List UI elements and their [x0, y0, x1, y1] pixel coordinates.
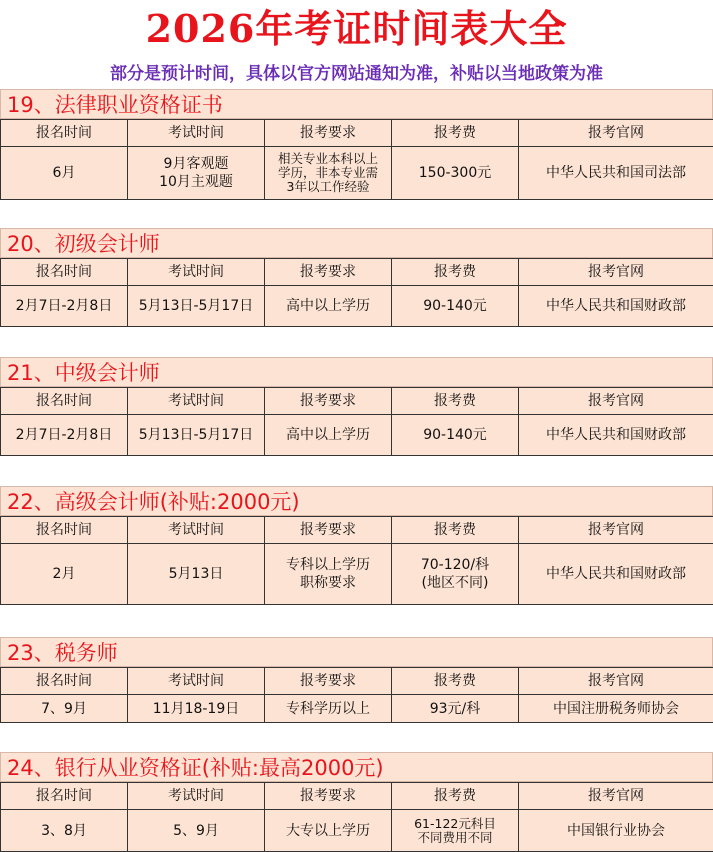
- exam-time: 5月13日-5月17日: [128, 415, 265, 456]
- official-site: 中华人民共和国财政部: [519, 286, 713, 327]
- requirements: 高中以上学历: [265, 286, 392, 327]
- table-row: [1, 695, 713, 723]
- header-registration-time: 报名时间: [1, 120, 128, 147]
- fee: 70-120/科 (地区不同): [392, 544, 519, 605]
- section-title: 20、初级会计师: [0, 228, 713, 258]
- header-official-site: 报考官网: [519, 783, 713, 810]
- header-requirements: 报考要求: [265, 388, 392, 415]
- registration-time: 2月7日-2月8日: [1, 415, 128, 456]
- header-row: [1, 517, 713, 544]
- header-fee: 报考费: [392, 120, 519, 147]
- header-row: [1, 388, 713, 415]
- exam-table: [0, 516, 713, 605]
- page-title: 2026年考证时间表大全: [145, 6, 568, 51]
- registration-time: 7、9月: [1, 695, 128, 723]
- exam-time: 5月13日: [128, 544, 265, 605]
- header-exam-time: 考试时间: [128, 259, 265, 286]
- header-official-site: 报考官网: [519, 259, 713, 286]
- section-title: 19、法律职业资格证书: [0, 89, 713, 119]
- exam-table: [0, 119, 713, 200]
- exam-table: [0, 667, 713, 723]
- header-exam-time: 考试时间: [128, 517, 265, 544]
- registration-time: 2月: [1, 544, 128, 605]
- registration-time: 3、8月: [1, 810, 128, 852]
- exam-time: 5、9月: [128, 810, 265, 852]
- header-row: [1, 668, 713, 695]
- header-exam-time: 考试时间: [128, 783, 265, 810]
- header-requirements: 报考要求: [265, 120, 392, 147]
- header-row: [1, 783, 713, 810]
- section-senior-accountant: [0, 486, 713, 605]
- header-requirements: 报考要求: [265, 517, 392, 544]
- registration-time: 2月7日-2月8日: [1, 286, 128, 327]
- page-subtitle: 部分是预计时间，具体以官方网站通知为准，补贴以当地政策为准: [110, 64, 603, 84]
- header-exam-time: 考试时间: [128, 388, 265, 415]
- fee: 150-300元: [392, 147, 519, 200]
- header-requirements: 报考要求: [265, 783, 392, 810]
- exam-table: [0, 258, 713, 327]
- header-registration-time: 报名时间: [1, 668, 128, 695]
- fee: 93元/科: [392, 695, 519, 723]
- official-site: 中华人民共和国司法部: [519, 147, 713, 200]
- requirements: 高中以上学历: [265, 415, 392, 456]
- registration-time: 6月: [1, 147, 128, 200]
- header-row: [1, 259, 713, 286]
- header-row: [1, 120, 713, 147]
- exam-table: [0, 387, 713, 456]
- exam-time: 5月13日-5月17日: [128, 286, 265, 327]
- requirements: 大专以上学历: [265, 810, 392, 852]
- official-site: 中华人民共和国财政部: [519, 415, 713, 456]
- header-requirements: 报考要求: [265, 668, 392, 695]
- header-exam-time: 考试时间: [128, 668, 265, 695]
- exam-table: [0, 782, 713, 852]
- table-row: [1, 286, 713, 327]
- header-fee: 报考费: [392, 517, 519, 544]
- section-tax-advisor: [0, 637, 713, 723]
- table-row: [1, 147, 713, 200]
- section-legal-qualification: [0, 89, 713, 200]
- header-official-site: 报考官网: [519, 668, 713, 695]
- requirements: 相关专业本科以上 学历，非本专业需 3年以工作经验: [265, 147, 392, 200]
- fee: 90-140元: [392, 286, 519, 327]
- section-intermediate-accountant: [0, 357, 713, 456]
- section-title: 21、中级会计师: [0, 357, 713, 387]
- requirements: 专科以上学历 职称要求: [265, 544, 392, 605]
- header-fee: 报考费: [392, 668, 519, 695]
- exam-time: 11月18-19日: [128, 695, 265, 723]
- header-registration-time: 报名时间: [1, 517, 128, 544]
- header-fee: 报考费: [392, 783, 519, 810]
- header-official-site: 报考官网: [519, 120, 713, 147]
- header-official-site: 报考官网: [519, 388, 713, 415]
- section-title: 23、税务师: [0, 637, 713, 667]
- header-exam-time: 考试时间: [128, 120, 265, 147]
- table-row: [1, 810, 713, 852]
- official-site: 中国银行业协会: [519, 810, 713, 852]
- fee: 61-122元科目 不同费用不同: [392, 810, 519, 852]
- header-registration-time: 报名时间: [1, 388, 128, 415]
- table-row: [1, 544, 713, 605]
- header-official-site: 报考官网: [519, 517, 713, 544]
- section-junior-accountant: [0, 228, 713, 327]
- fee: 90-140元: [392, 415, 519, 456]
- official-site: 中华人民共和国财政部: [519, 544, 713, 605]
- section-title: 24、银行从业资格证(补贴:最高2000元): [0, 752, 713, 782]
- section-title: 22、高级会计师(补贴:2000元): [0, 486, 713, 516]
- table-row: [1, 415, 713, 456]
- official-site: 中国注册税务师协会: [519, 695, 713, 723]
- section-bank-qualification: [0, 752, 713, 852]
- header-fee: 报考费: [392, 259, 519, 286]
- requirements: 专科学历以上: [265, 695, 392, 723]
- header-registration-time: 报名时间: [1, 259, 128, 286]
- header-registration-time: 报名时间: [1, 783, 128, 810]
- header-fee: 报考费: [392, 388, 519, 415]
- header-requirements: 报考要求: [265, 259, 392, 286]
- exam-time: 9月客观题 10月主观题: [128, 147, 265, 200]
